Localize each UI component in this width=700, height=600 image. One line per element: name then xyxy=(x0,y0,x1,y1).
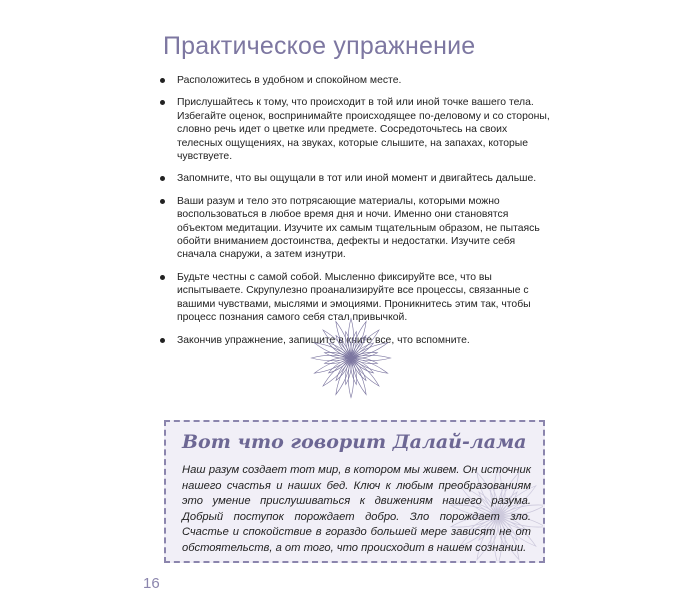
bullet-dot-icon xyxy=(160,176,165,181)
list-item-text: Расположитесь в удобном и спокойном месте. xyxy=(177,75,402,86)
bullet-dot-icon xyxy=(160,100,165,105)
page-title: Практическое упражнение xyxy=(163,32,476,60)
quote-text: Наш разум создает тот мир, в котором мы живем. Он источник нашего счастья и наших бед. Ключ к любым преобразованиям это умение прислушиваться к движениям нашего разума. Добрый поступок порождает добро. Зло порождает зло. Счастье и спокойствие в гораздо большей мере зависят не от обстоятельств, а от того, что происходит в нашем сознании. xyxy=(182,464,531,554)
list-item-text: Прислушайтесь к тому, что происходит в той или иной точке вашего тела. Избегайте оценок, воспринимайте происходящее по-деловому и со стороны, словно речь идет о цветке или предмете. Сосредоточьтесь на своих телесных ощущениях, на звуках, которые слышите, на запахах, которые чувствуете. xyxy=(177,97,550,163)
page-number: 16 xyxy=(143,575,160,592)
bullet-dot-icon xyxy=(160,78,165,83)
quote-title: Вот что говорит Далай-лама xyxy=(182,431,527,453)
list-item-text: Закончив упражнение, запишите в книге все, что вспомните. xyxy=(177,334,470,346)
lotus-flower-icon xyxy=(306,313,396,403)
quote-box xyxy=(164,420,545,563)
list-item-text: Ваши разум и тело это потрясающие материалы, которыми можно воспользоваться в любое время дня и ночи. Именно они становятся объектом медитации. Изучите их самым тщательным образом, не пытаясь обойти вниманием достоинства, дефекты и недостатки. Изучите себя сначала снаружи, а затем изнутри. xyxy=(177,195,540,261)
list-item xyxy=(160,195,555,262)
list-item-text: Запомните, что вы ощущали в тот или иной момент и двигайтесь дальше. xyxy=(177,173,537,185)
bullet-dot-icon xyxy=(160,275,165,280)
list-item-text: Будьте честны с самой собой. Мысленно фиксируйте все, что вы испытываете. Скрупулезно проанализируйте все процессы, связанные с вашими чувствами, мыслями и эмоциями. Проникнитесь этим так, чтобы процесс познания самого себя стал привычкой. xyxy=(177,271,531,324)
list-item xyxy=(160,172,555,185)
bullet-dot-icon xyxy=(160,199,165,204)
bullet-dot-icon xyxy=(160,338,165,343)
list-item xyxy=(160,96,555,163)
list-item xyxy=(160,74,555,87)
